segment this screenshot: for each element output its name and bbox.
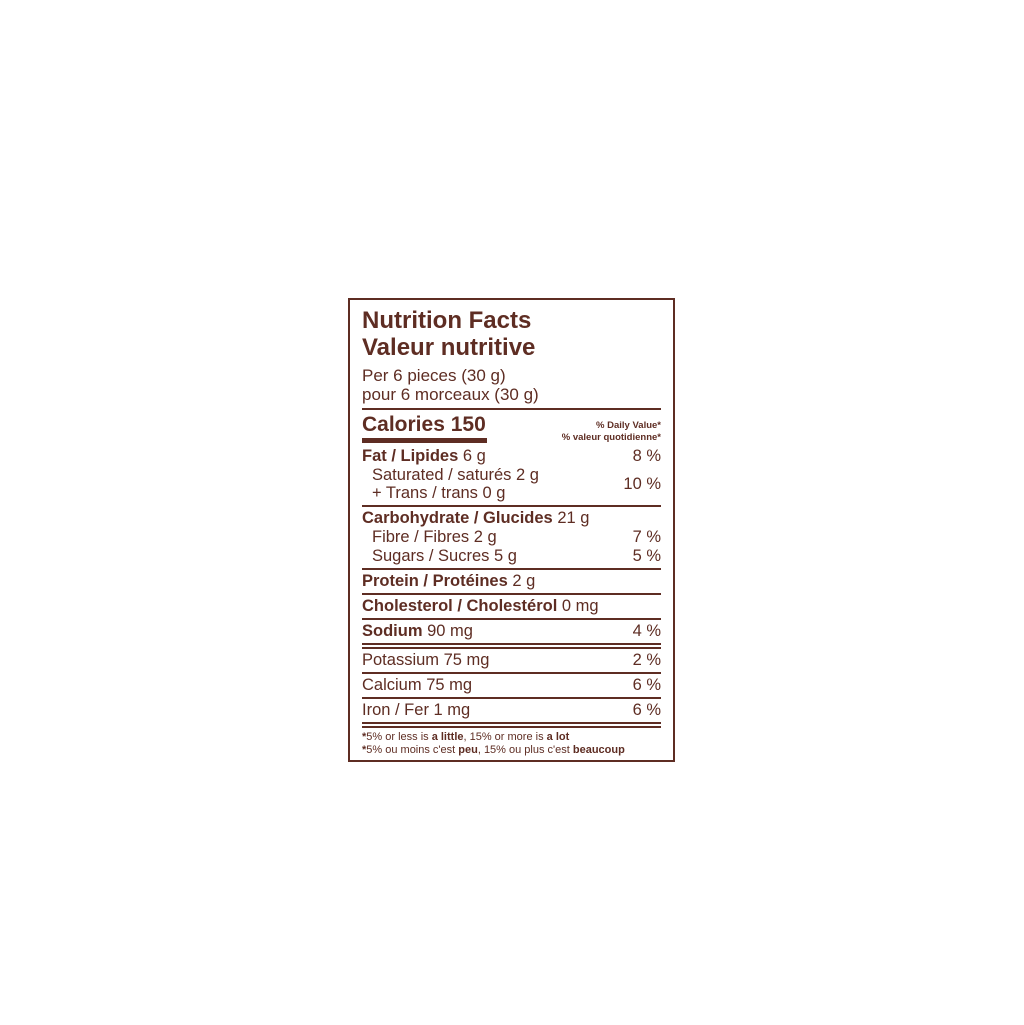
thick-divider — [362, 643, 661, 649]
saturated-value: 2 g — [516, 466, 539, 484]
saturated-trans-group — [362, 466, 661, 502]
trans-value: 0 g — [482, 484, 506, 502]
potassium-value: 75 mg — [443, 651, 490, 669]
daily-value-header-en: % Daily Value* — [596, 420, 661, 431]
iron-label: Iron / Fer — [362, 701, 429, 719]
footnote-bold: beaucoup — [572, 744, 625, 756]
saturated-trans-dv: 10 % — [623, 474, 661, 493]
row-fat — [362, 447, 661, 465]
sodium-label: Sodium — [362, 622, 423, 640]
daily-value-header-fr: % valeur quotidienne* — [561, 431, 661, 443]
daily-value-header — [562, 413, 661, 443]
iron-dv: 6 % — [632, 701, 661, 719]
row-protein — [362, 572, 661, 590]
fat-label: Fat / Lipides — [362, 447, 459, 465]
calories-value: 150 — [450, 413, 486, 436]
nutrition-facts-label — [348, 298, 675, 762]
footnote-text: , 15% or more is — [463, 731, 547, 743]
row-calcium — [362, 676, 661, 694]
sugars-value: 5 g — [493, 547, 517, 565]
serving-size-en: Per 6 pieces (30 g) — [362, 366, 506, 385]
divider — [362, 593, 661, 595]
fibre-dv: 7 % — [632, 528, 661, 546]
row-iron — [362, 701, 661, 719]
title-fr: Valeur nutritive — [362, 334, 536, 361]
calcium-dv: 6 % — [632, 676, 661, 694]
sodium-value: 90 mg — [427, 622, 473, 640]
protein-value: 2 g — [512, 572, 536, 590]
calories-row — [362, 413, 487, 443]
calcium-label: Calcium — [362, 676, 422, 694]
row-potassium — [362, 651, 661, 669]
divider — [362, 408, 661, 410]
sugars-dv: 5 % — [632, 547, 661, 565]
footnote-text: 5% ou moins c'est — [366, 744, 459, 756]
divider — [362, 618, 661, 620]
row-cholesterol — [362, 597, 661, 615]
serving-size-fr: pour 6 morceaux (30 g) — [362, 385, 539, 404]
carbohydrate-label: Carbohydrate / Glucides — [362, 509, 553, 527]
thick-divider — [362, 722, 661, 728]
footnote-asterisk: * — [362, 731, 367, 743]
row-sugars — [362, 547, 661, 565]
row-sodium — [362, 622, 661, 640]
trans-label: + Trans / trans — [372, 484, 478, 502]
potassium-dv: 2 % — [632, 651, 661, 669]
footnote-en — [362, 731, 661, 744]
carbohydrate-value: 21 g — [557, 509, 590, 527]
protein-label: Protein / Protéines — [362, 572, 508, 590]
fat-value: 6 g — [462, 447, 486, 465]
fat-dv: 8 % — [632, 447, 661, 465]
divider — [362, 672, 661, 674]
footnote-bold: a little — [431, 731, 464, 743]
divider — [362, 568, 661, 570]
row-trans — [362, 484, 539, 502]
fibre-label: Fibre / Fibres — [372, 528, 470, 546]
calories-label: Calories — [362, 413, 445, 436]
divider — [362, 505, 661, 507]
iron-value: 1 mg — [433, 701, 471, 719]
calories-section — [362, 413, 661, 443]
fibre-value: 2 g — [473, 528, 497, 546]
sugars-label: Sugars / Sucres — [372, 547, 490, 565]
divider — [362, 697, 661, 699]
calories-underline — [362, 438, 487, 443]
footnote-bold: peu — [458, 744, 478, 756]
calcium-value: 75 mg — [426, 676, 473, 694]
sodium-dv: 4 % — [632, 622, 661, 640]
title-en: Nutrition Facts — [362, 307, 532, 334]
footnote-fr — [362, 744, 661, 757]
saturated-label: Saturated / saturés — [372, 466, 512, 484]
footnote-asterisk: * — [362, 744, 367, 756]
potassium-label: Potassium — [362, 651, 440, 669]
footnote-text: , 15% ou plus c'est — [477, 744, 573, 756]
cholesterol-label: Cholesterol / Cholestérol — [362, 597, 558, 615]
row-saturated — [362, 466, 539, 484]
cholesterol-value: 0 mg — [561, 597, 599, 615]
row-carbohydrate — [362, 509, 661, 527]
footnote-text: 5% or less is — [366, 731, 432, 743]
row-fibre — [362, 528, 661, 546]
footnote-bold: a lot — [546, 731, 570, 743]
